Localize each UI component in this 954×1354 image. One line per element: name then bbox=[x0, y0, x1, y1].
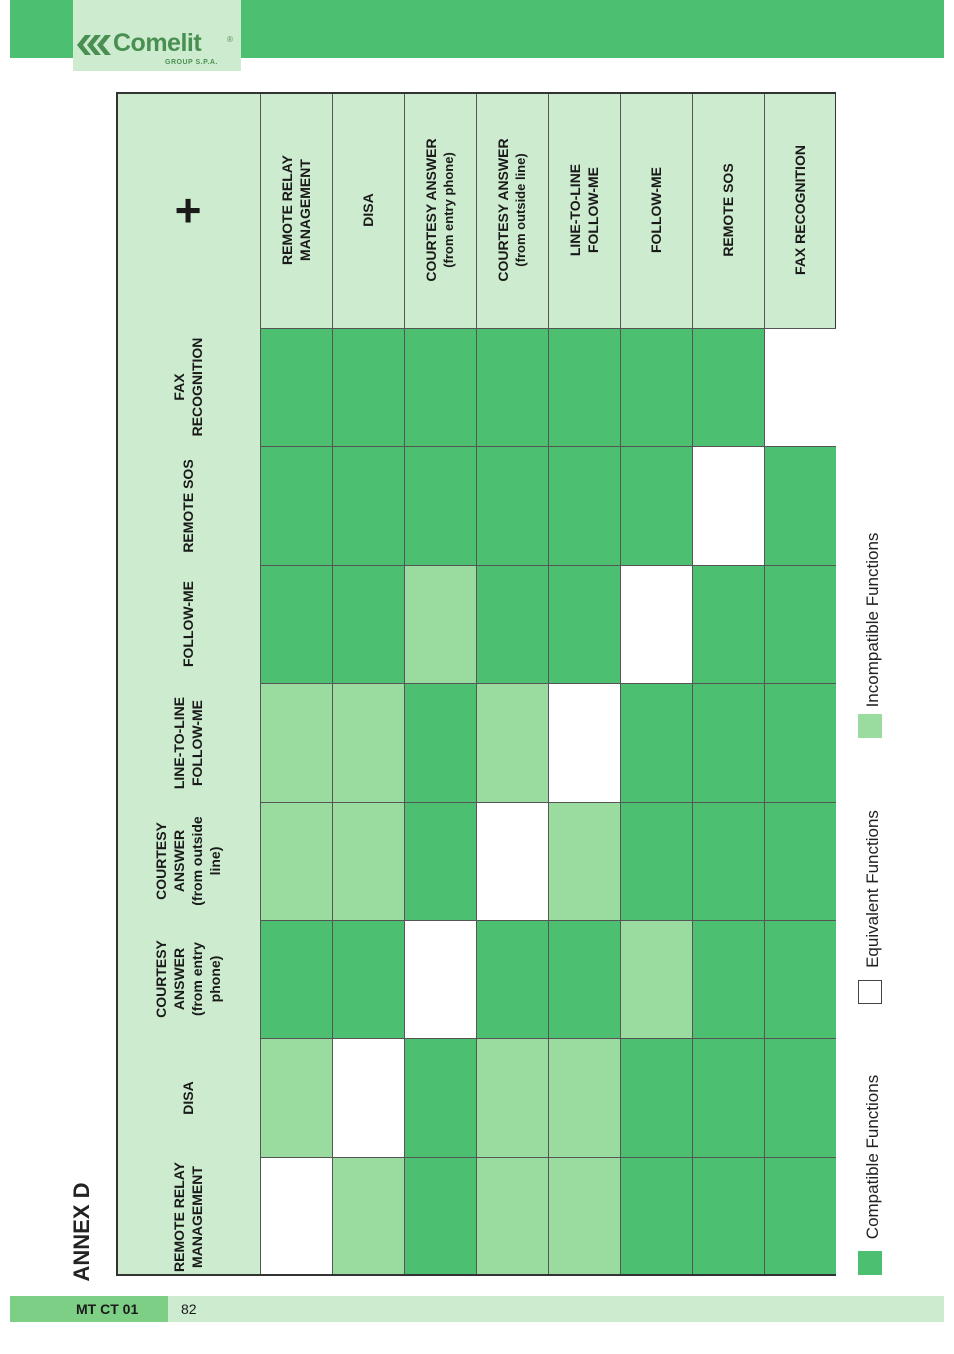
compatible-cell bbox=[764, 802, 836, 920]
compatible-cell bbox=[692, 920, 764, 1038]
comelit-logo-mark-icon bbox=[77, 32, 111, 58]
equivalent-cell bbox=[620, 565, 692, 683]
legend-compatible-swatch bbox=[858, 1251, 882, 1275]
grid-line bbox=[260, 92, 261, 1276]
row-header bbox=[692, 92, 764, 328]
compatible-cell bbox=[620, 446, 692, 565]
grid-line bbox=[260, 920, 836, 921]
row-header-label: LINE-TO-LINE FOLLOW-ME bbox=[567, 163, 601, 257]
compatible-cell bbox=[548, 920, 620, 1038]
grid-line bbox=[260, 802, 836, 803]
logo bbox=[73, 0, 241, 71]
compatible-cell bbox=[404, 1038, 476, 1157]
compatible-cell bbox=[476, 446, 548, 565]
compatible-cell bbox=[332, 328, 404, 446]
column-header bbox=[116, 446, 260, 565]
row-header bbox=[332, 92, 404, 328]
row-header bbox=[764, 92, 836, 328]
compatible-cell bbox=[620, 1157, 692, 1276]
table-border bbox=[116, 92, 118, 1276]
compatible-cell bbox=[476, 565, 548, 683]
compatible-cell bbox=[764, 683, 836, 802]
row-header bbox=[548, 92, 620, 328]
compatible-cell bbox=[692, 328, 764, 446]
incompatible-cell bbox=[332, 802, 404, 920]
row-header-label: COURTESY ANSWER (from entry phone) bbox=[423, 138, 456, 282]
compatible-cell bbox=[404, 802, 476, 920]
grid-line bbox=[260, 1157, 836, 1158]
row-header bbox=[260, 92, 332, 328]
row-header-label: REMOTE RELAY MANAGEMENT bbox=[279, 155, 313, 265]
row-header bbox=[620, 92, 692, 328]
grid-line bbox=[620, 92, 621, 1276]
column-header bbox=[116, 328, 260, 446]
legend-equivalent-swatch bbox=[858, 980, 882, 1004]
compatible-cell bbox=[260, 446, 332, 565]
incompatible-cell bbox=[548, 1157, 620, 1276]
grid-line bbox=[476, 92, 477, 1276]
compatible-cell bbox=[620, 1038, 692, 1157]
column-header-label: COURTESY ANSWER (from entry phone) bbox=[153, 940, 223, 1018]
equivalent-cell bbox=[332, 1038, 404, 1157]
compatible-cell bbox=[692, 565, 764, 683]
compatible-cell bbox=[260, 565, 332, 683]
legend-equivalent-label: Equivalent Functions bbox=[863, 810, 882, 968]
column-header bbox=[116, 1038, 260, 1157]
compatible-cell bbox=[548, 565, 620, 683]
incompatible-cell bbox=[620, 920, 692, 1038]
compatible-cell bbox=[620, 328, 692, 446]
row-header-label: FAX RECOGNITION bbox=[792, 145, 808, 275]
incompatible-cell bbox=[476, 1038, 548, 1157]
incompatible-cell bbox=[260, 802, 332, 920]
column-header bbox=[116, 920, 260, 1038]
incompatible-cell bbox=[332, 683, 404, 802]
incompatible-cell bbox=[476, 1157, 548, 1276]
grid-line bbox=[764, 92, 765, 1276]
column-header-label: LINE-TO-LINE FOLLOW-ME bbox=[171, 696, 205, 789]
column-header bbox=[116, 683, 260, 802]
compatible-cell bbox=[620, 683, 692, 802]
compatible-cell bbox=[260, 920, 332, 1038]
compatible-cell bbox=[620, 802, 692, 920]
brand-name: Comelit bbox=[113, 29, 202, 57]
incompatible-cell bbox=[332, 1157, 404, 1276]
column-header-label: FAX RECOGNITION bbox=[171, 337, 205, 437]
compatible-cell bbox=[404, 683, 476, 802]
compatible-cell bbox=[764, 565, 836, 683]
grid-line bbox=[260, 446, 836, 447]
incompatible-cell bbox=[260, 1038, 332, 1157]
table-border bbox=[116, 1274, 836, 1276]
column-header bbox=[116, 802, 260, 920]
compatible-cell bbox=[332, 446, 404, 565]
column-header-label: COURTESY ANSWER (from outside line) bbox=[153, 816, 223, 906]
incompatible-cell bbox=[548, 1038, 620, 1157]
column-header bbox=[116, 1157, 260, 1276]
compatible-cell bbox=[692, 1038, 764, 1157]
equivalent-cell bbox=[548, 683, 620, 802]
row-header bbox=[404, 92, 476, 328]
footer-doc-code: MT CT 01 bbox=[76, 1301, 139, 1317]
column-header bbox=[116, 565, 260, 683]
table-border bbox=[835, 92, 836, 328]
compatible-cell bbox=[548, 328, 620, 446]
compatible-cell bbox=[332, 565, 404, 683]
compatible-cell bbox=[476, 328, 548, 446]
compatibility-matrix bbox=[116, 92, 836, 1276]
grid-line bbox=[404, 92, 405, 1276]
row-header-label: FOLLOW-ME bbox=[648, 166, 664, 254]
incompatible-cell bbox=[260, 683, 332, 802]
grid-line bbox=[332, 92, 333, 1276]
table-border bbox=[116, 92, 836, 94]
compatible-cell bbox=[260, 328, 332, 446]
brand-subtitle: GROUP S.P.A. bbox=[165, 59, 218, 66]
compatible-cell bbox=[404, 328, 476, 446]
compatible-cell bbox=[404, 1157, 476, 1276]
incompatible-cell bbox=[404, 565, 476, 683]
grid-line bbox=[260, 683, 836, 684]
equivalent-cell bbox=[404, 920, 476, 1038]
legend-compatible-label: Compatible Functions bbox=[863, 1074, 882, 1240]
row-header-label: REMOTE SOS bbox=[720, 163, 736, 257]
equivalent-cell bbox=[476, 802, 548, 920]
annex-title: ANNEX D bbox=[69, 1182, 94, 1282]
footer-doc-code-box bbox=[10, 1296, 168, 1322]
compatible-cell bbox=[692, 802, 764, 920]
compatible-cell bbox=[548, 446, 620, 565]
equivalent-cell bbox=[260, 1157, 332, 1276]
column-header-label: DISA bbox=[180, 1080, 196, 1115]
column-header-label: REMOTE RELAY MANAGEMENT bbox=[171, 1161, 205, 1272]
compatible-cell bbox=[692, 1157, 764, 1276]
brand-registered-mark: ® bbox=[227, 35, 233, 44]
compatible-cell bbox=[764, 446, 836, 565]
compatible-cell bbox=[476, 920, 548, 1038]
incompatible-cell bbox=[548, 802, 620, 920]
corner-cell bbox=[116, 92, 260, 328]
plus-symbol: + bbox=[174, 184, 202, 236]
compatible-cell bbox=[764, 1038, 836, 1157]
grid-line bbox=[692, 92, 693, 1276]
grid-line bbox=[260, 565, 836, 566]
column-header-label: REMOTE SOS bbox=[180, 458, 196, 553]
equivalent-cell bbox=[764, 328, 836, 446]
grid-line bbox=[548, 92, 549, 1276]
legend-incompatible-label: Incompatible Functions bbox=[863, 532, 882, 708]
column-header-label: FOLLOW-ME bbox=[180, 580, 196, 668]
row-header bbox=[476, 92, 548, 328]
equivalent-cell bbox=[692, 446, 764, 565]
page-number: 82 bbox=[181, 1301, 197, 1317]
compatible-cell bbox=[332, 920, 404, 1038]
compatible-cell bbox=[764, 1157, 836, 1276]
grid-line bbox=[260, 328, 836, 329]
grid-line bbox=[260, 1038, 836, 1039]
compatible-cell bbox=[692, 683, 764, 802]
legend-incompatible-swatch bbox=[858, 714, 882, 738]
row-header-label: DISA bbox=[360, 193, 376, 227]
incompatible-cell bbox=[476, 683, 548, 802]
compatible-cell bbox=[764, 920, 836, 1038]
compatible-cell bbox=[404, 446, 476, 565]
row-header-label: COURTESY ANSWER (from outside line) bbox=[495, 138, 528, 282]
